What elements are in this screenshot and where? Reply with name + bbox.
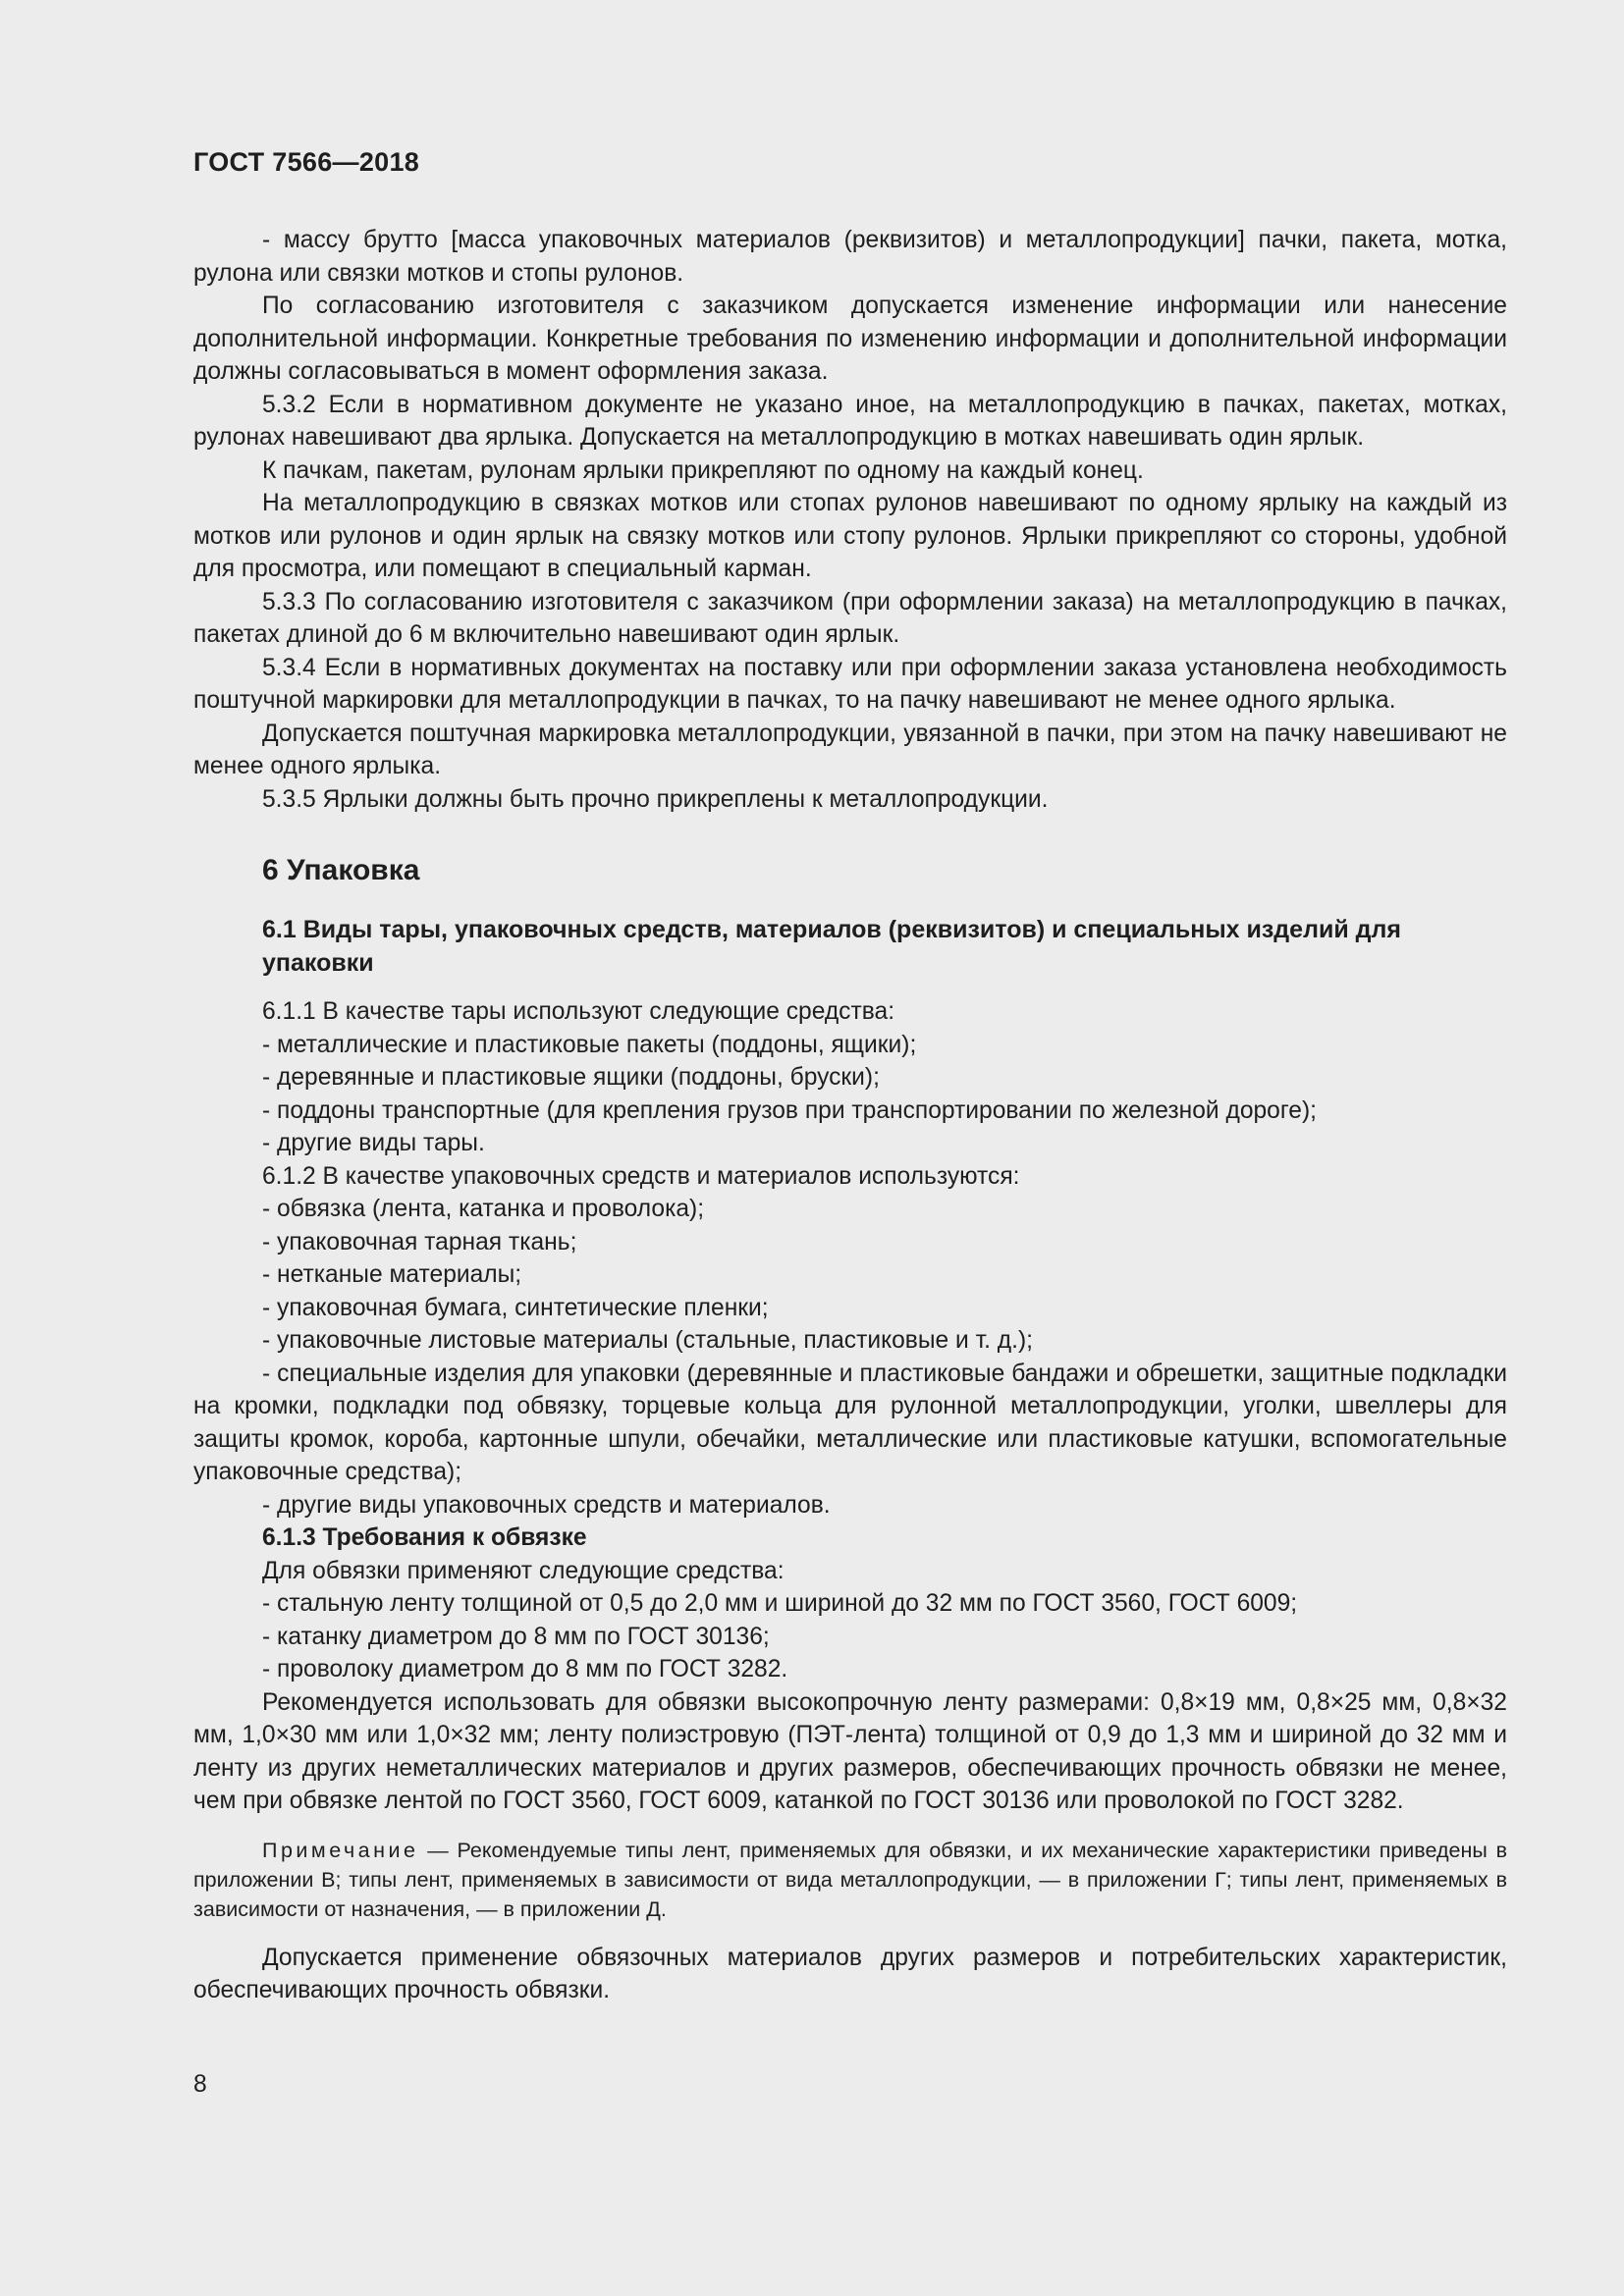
paragraph-5-3-5: 5.3.5 Ярлыки должны быть прочно прикреплены к металлопродукции. bbox=[262, 785, 1049, 813]
clause-6-1-3-intro: Для обвязки применяют следующие средства: bbox=[262, 1557, 785, 1584]
note-label: Примечание bbox=[262, 1838, 419, 1862]
list-item: - нетканые материалы; bbox=[262, 1261, 522, 1288]
list-item: - поддоны транспортные (для крепления грузов при транспортировании по железной дороге); bbox=[262, 1096, 1317, 1124]
section-6-title: 6 Упаковка bbox=[262, 854, 420, 886]
list-item: - другие виды упаковочных средств и материалов. bbox=[262, 1491, 831, 1519]
clause-6-1-1-intro: 6.1.1 В качестве тары используют следующие средства: bbox=[262, 998, 895, 1025]
list-item: - катанку диаметром до 8 мм по ГОСТ 30136; bbox=[262, 1623, 770, 1650]
list-item: - другие виды тары. bbox=[262, 1130, 485, 1156]
clause-6-1-2-intro: 6.1.2 В качестве упаковочных средств и материалов используются: bbox=[262, 1162, 1020, 1190]
paragraph-5-3-3: 5.3.3 По согласованию изготовителя с заказчиком (при оформлении заказа) на металлопродукцию в пачках, пакетах длиной до 6 м включительно навешивают один ярлык. bbox=[193, 588, 1507, 648]
paragraph-recommended-tape: Рекомендуется использовать для обвязки высокопрочную ленту размерами: 0,8×19 мм, 0,8×25 мм, 0,8×32 мм, 1,0×30 мм или 1,0×32 мм; ленту полиэстровую (ПЭТ-лента) толщиной от 0,9 до 1,3 мм и шириной до 32 мм и ленту из других неметаллических материалов и других размеров, обеспечивающих прочность обвязки не менее, чем при обвязке лентой по ГОСТ 3560, ГОСТ 6009, катанкой по ГОСТ 30136 или проволокой по ГОСТ 3282. bbox=[193, 1688, 1507, 1814]
paragraph-other-materials: Допускается применение обвязочных материалов других размеров и потребительских характеристик, обеспечивающих прочность обвязки. bbox=[193, 1944, 1507, 2003]
paragraph-labels-ends: К пачкам, пакетам, рулонам ярлыки прикрепляют по одному на каждый конец. bbox=[262, 456, 1144, 484]
list-item: - деревянные и пластиковые ящики (поддоны, бруски); bbox=[262, 1064, 880, 1091]
note-text: — Рекомендуемые типы лент, применяемых для обвязки, и их механические характеристики приведены в приложении В; типы лент, применяемых в зависимости от вида металлопродукции, — в приложении Г; типы лент, применяемых в зависимости от назначения, — в приложении Д. bbox=[193, 1838, 1507, 1921]
paragraph-piece-marking: Допускается поштучная маркировка металлопродукции, увязанной в пачки, при этом на пачку навешивают не менее одного ярлыка. bbox=[193, 720, 1507, 779]
paragraph-gross-mass: - массу брутто [масса упаковочных материалов (реквизитов) и металлопродукции] пачки, пакета, мотка, рулона или связки мотков и стопы рулонов. bbox=[193, 227, 1507, 287]
list-item: - упаковочная бумага, синтетические пленки; bbox=[262, 1294, 769, 1321]
paragraph-labels-bundles: На металлопродукцию в связках мотков или стопах рулонов навешивают по одному ярлыку на каждый из мотков или рулонов и один ярлык на связку мотков или стопу рулонов. Ярлыки прикрепляют со стороны, удобной для просмотра, или помещают в специальный карман. bbox=[193, 490, 1507, 582]
list-item: - проволоку диаметром до 8 мм по ГОСТ 3282. bbox=[262, 1656, 788, 1682]
paragraph-5-3-4: 5.3.4 Если в нормативных документах на поставку или при оформлении заказа установлена необходимость поштучной маркировки для металлопродукции в пачках, то на пачку навешивают не менее одного ярлыка. bbox=[193, 654, 1507, 714]
list-item: - стальную ленту толщиной от 0,5 до 2,0 мм и шириной до 32 мм по ГОСТ 3560, ГОСТ 6009; bbox=[262, 1590, 1298, 1617]
page-content bbox=[193, 224, 1507, 2007]
list-item: - обвязка (лента, катанка и проволока); bbox=[262, 1196, 705, 1222]
list-item: - упаковочные листовые материалы (стальные, пластиковые и т. д.); bbox=[262, 1327, 1034, 1354]
clause-6-1-3-title: 6.1.3 Требования к обвязке bbox=[262, 1524, 587, 1551]
paragraph-5-3-2: 5.3.2 Если в нормативном документе не указано иное, на металлопродукцию в пачках, пакетах, мотках, рулонах навешивают два ярлыка. Допускается на металлопродукцию в мотках навешивать один ярлык. bbox=[193, 391, 1507, 451]
list-item: - металлические и пластиковые пакеты (поддоны, ящики); bbox=[262, 1031, 917, 1058]
page-number: 8 bbox=[193, 2071, 207, 2098]
list-item-special-products: - специальные изделия для упаковки (деревянные и пластиковые бандажи и обрешетки, защитные подкладки на кромки, подкладки под обвязку, торцевые кольца для рулонной металлопродукции, уголки, швеллеры для защиты кромок, короба, картонные шпули, обечайки, металлические или пластиковые катушки, вспомогательные упаковочные средства); bbox=[193, 1360, 1507, 1485]
document-header: ГОСТ 7566—2018 bbox=[193, 147, 420, 177]
paragraph-info-agreement: По согласованию изготовителя с заказчиком допускается изменение информации или нанесение дополнительной информации. Конкретные требования по изменению информации и дополнительной информации должны согласовываться в момент оформления заказа. bbox=[193, 293, 1507, 385]
list-item: - упаковочная тарная ткань; bbox=[262, 1228, 577, 1255]
note bbox=[193, 1836, 1507, 1924]
subsection-6-1-title: 6.1 Виды тары, упаковочных средств, материалов (реквизитов) и специальных изделий для упаковки bbox=[262, 916, 1401, 977]
